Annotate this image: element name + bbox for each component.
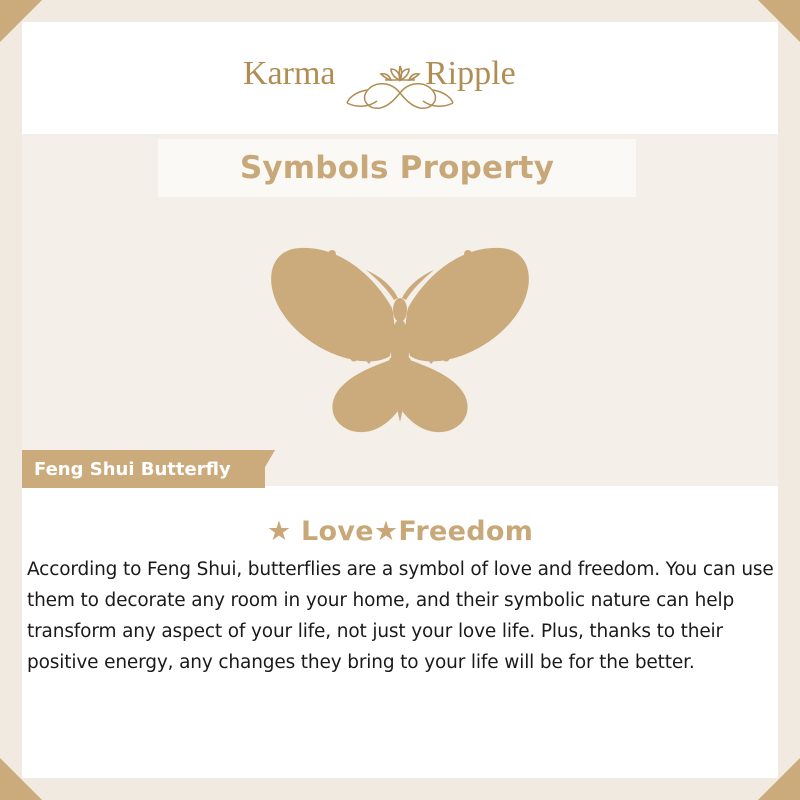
body-paragraph: According to Feng Shui, butterflies are a symbol of love and freedom. You can use them to decorate any room in your home, and their symbolic nature can help transform any aspect of your life, not just your love life. Plus, thanks to their positive energy, any changes they bring to your life will be for the better. (27, 559, 774, 673)
image-caption-ribbon (22, 450, 265, 488)
butterfly-illustration (22, 212, 778, 482)
svg-text:Karma: Karma (243, 55, 336, 92)
section-headline: ★ Love★Freedom (266, 516, 534, 547)
brand-logo (22, 36, 778, 126)
title-plate (158, 139, 636, 197)
butterfly-icon (230, 232, 570, 462)
svg-text:Ripple: Ripple (425, 55, 516, 92)
lotus-infinity-logo-icon (235, 46, 565, 116)
page-title: Symbols Property (239, 150, 555, 186)
content-card (22, 22, 778, 778)
ribbon-notch (253, 450, 275, 488)
image-caption-label: Feng Shui Butterfly (34, 458, 231, 480)
